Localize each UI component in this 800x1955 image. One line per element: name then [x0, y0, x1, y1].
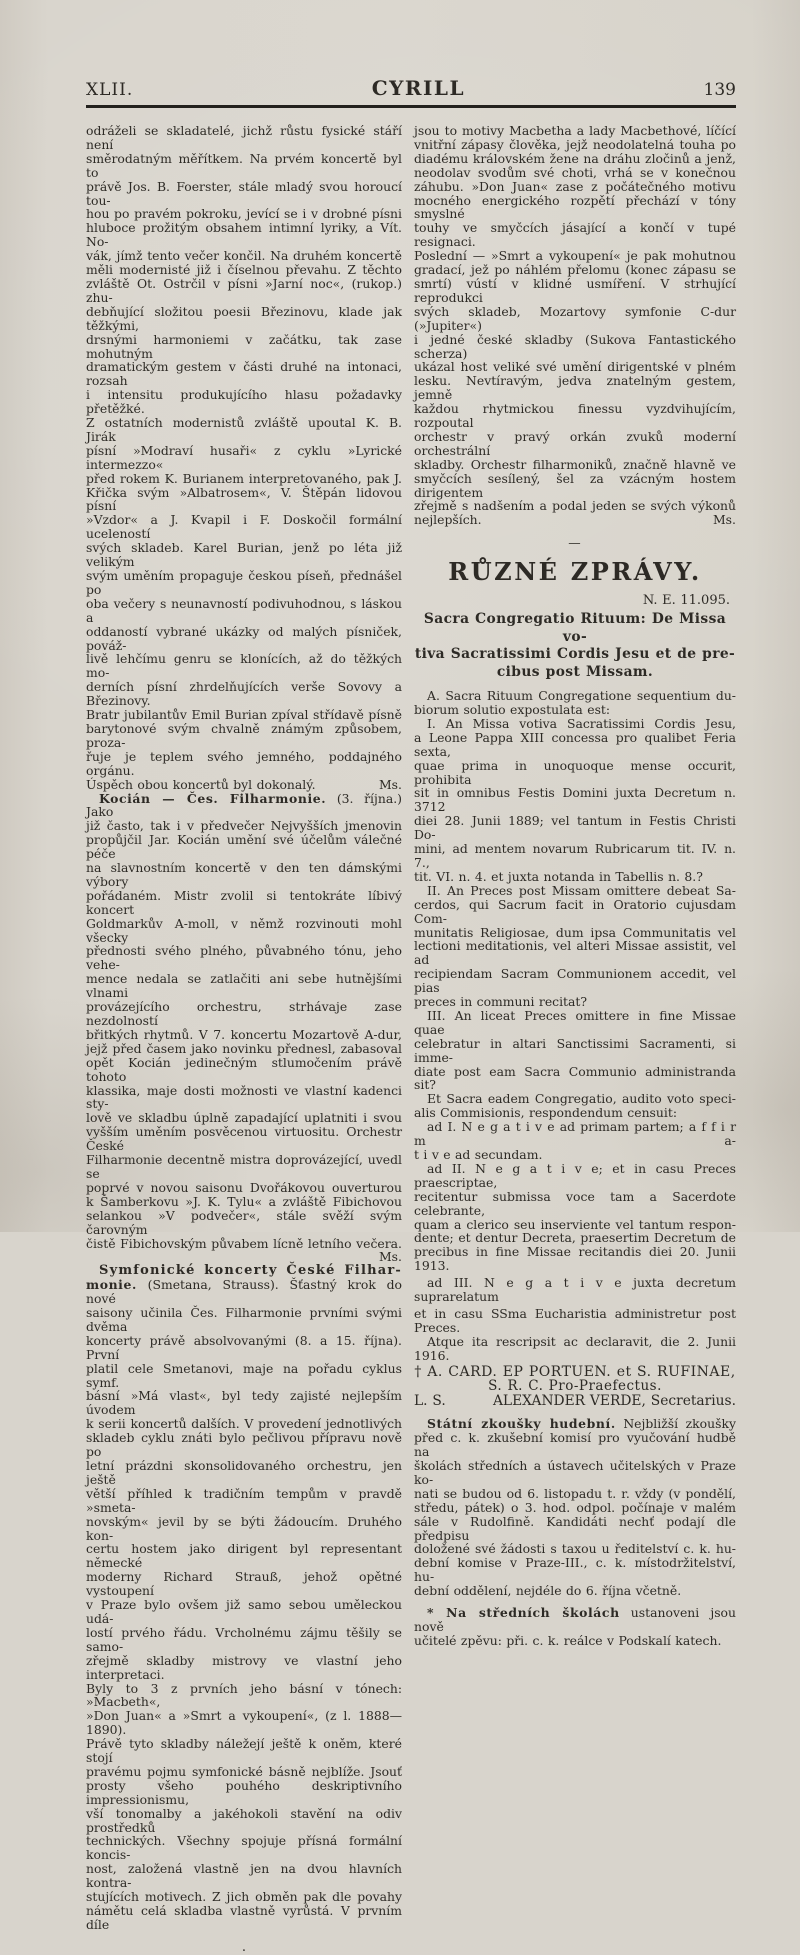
- text-line: ad II. N e g a t i v e; et in casu Preces praescriptae,: [414, 1160, 736, 1190]
- text-line: Ms.: [379, 1249, 402, 1265]
- text-line: pořádaném. Mistr zvolil si tentokráte líbivý koncert: [86, 887, 402, 917]
- text-line: svým uměním propaguje českou píseň, přednášel po: [86, 568, 402, 597]
- text-line: lesku. Nevtíravým, jedva znatelným gestem, jemně: [414, 373, 736, 403]
- text-line: drsnými harmoniemi v začátku, tak zase mohutným: [86, 331, 402, 361]
- text-line: směrodatným měřítkem. Na prvém koncertě byl to: [86, 150, 402, 180]
- text-line: každou rhytmickou finessu vyzdvihujícím, rozpoutal: [414, 401, 736, 431]
- right-column: [414, 124, 736, 1955]
- text-line: lově ve skladbu úplně zapadající uplatniti i svou: [86, 1110, 402, 1126]
- text-line: barytonové svým chvalně známým způsobem, proza-: [86, 720, 402, 750]
- text-line: klassika, maje dosti možnosti ve vlastní kadenci sty-: [86, 1082, 402, 1112]
- text-line: lostí prvého řádu. Vrcholnému zájmu těšily se samo-: [86, 1624, 402, 1654]
- text-line: břitkých rhytmů. V 7. koncertu Mozartově A-dur,: [86, 1026, 402, 1042]
- text-line: novským« jevil by se býti žádoucím. Druhého kon-: [86, 1513, 402, 1543]
- text-line: monie. (Smetana, Strauss). Šťastný krok do nové: [86, 1277, 402, 1307]
- text-line: prosty všeho pouhého deskriptivního impressionismu,: [86, 1777, 402, 1807]
- text-line: munitatis Religiosae, dum ipsa Communitatis vel: [414, 924, 736, 940]
- text-line: letní prázdni skonsolidovaného orchestru, jen ještě: [86, 1458, 402, 1487]
- text-line: Bratr jubilantův Emil Burian zpíval střídavě písně: [86, 707, 402, 723]
- signature-title: S. R. C. Pro-Praefectus.: [488, 1377, 662, 1394]
- text-line: II. An Preces post Missam omittere debeat Sa-: [427, 882, 736, 898]
- text-line: písní »Modraví husaři« z cyklu »Lyrické intermezzo«: [86, 442, 402, 472]
- text-line: I. An Missa votiva Sacratissimi Cordis Jesu,: [427, 715, 736, 731]
- text-line: Goldmarkův A-moll, v němž rozvinouti mohl všecky: [86, 915, 402, 945]
- text-line: diate post eam Sacra Communio administranda sit?: [414, 1063, 736, 1093]
- text-line: i jedné české skladby (Sukova Fantastického scherza): [414, 331, 736, 361]
- text-line: koncerty právě absolvovanými (8. a 15. října). První: [86, 1332, 402, 1362]
- text-line: zřejmě skladby mistrovy ve vlastní jeho interpretaci.: [86, 1652, 402, 1682]
- text-line: odráželi se skladatelé, jichž růstu fysické stáří není: [86, 123, 402, 152]
- text-line: touhy ve smyčcích jásající a končí v tupé resignaci.: [414, 220, 736, 250]
- text-line: dební komise v Praze-III., c. k. místodržitelství, hu-: [414, 1555, 736, 1585]
- text-line: alis Commisionis, respondendum censuit:: [414, 1105, 678, 1121]
- text-line: vyšším uměním posvěcenou virtuositu. Orchestr České: [86, 1124, 402, 1154]
- text-line: na slavnostním koncertě v den ten dámskými výbory: [86, 860, 402, 889]
- text-line: tit. VI. n. 4. et juxta notanda in Tabellis n. 8.?: [414, 868, 703, 884]
- page-mark: .: [241, 1939, 247, 1955]
- text-line: Státní zkoušky hudební. Nejbližší zkoušky: [427, 1416, 736, 1432]
- text-line: zřejmě s nadšením a podal jeden se svých výkonů: [414, 498, 736, 514]
- text-line: Z ostatních modernistů zvláště upoutal K. B. Jirák: [86, 415, 402, 444]
- decree-heading: Sacra Congregatio Rituum: De Missa vo-: [423, 611, 727, 645]
- text-line: v Praze bylo ovšem již samo sebou uměleckou udá-: [86, 1597, 402, 1626]
- text-line: svých skladeb. Karel Burian, jenž po léta již velikým: [86, 540, 402, 570]
- text-line: skladeb cyklu znáti bylo pečlivou přípravu nově po: [86, 1430, 402, 1460]
- text-line: dební oddělení, nejdéle do 6. října včetně.: [414, 1583, 682, 1599]
- text-line: čistě Fibichovským půvabem lícně letního večera.: [86, 1235, 402, 1251]
- decree-heading: tiva Sacratissimi Cordis Jesu et de pre-: [414, 646, 736, 663]
- text-line: větší příhled k tradičním tempům v pravdě »smeta-: [86, 1485, 402, 1515]
- text-line: neodolav svodům své choti, vrhá se v konečnou: [414, 164, 736, 180]
- text-line: vší tonomalby a jakéhokoli stavění na odiv prostředků: [86, 1805, 402, 1835]
- text-line: Byly to 3 z prvních jeho básní v tónech: »Macbeth«,: [86, 1680, 402, 1710]
- text-line: oddaností vybrané ukázky od malých písniček, pováž-: [86, 623, 402, 653]
- article-heading: Symfonické koncerty České Filhar-: [99, 1263, 402, 1279]
- text-line: sit in omnibus Festis Domini juxta Decretum n. 3712: [414, 785, 736, 815]
- section-title: RŮZNÉ ZPRÁVY.: [448, 557, 702, 587]
- text-line: III. An liceat Preces omittere in fine Missae quae: [414, 1007, 736, 1037]
- text-line: derních písní zhrdelňujících verše Sovovy a Březinovy.: [86, 679, 402, 709]
- text-line: quam a clerico seu inserviente vel tantum respon-: [414, 1216, 736, 1232]
- text-line: saisony učinila Čes. Filharmonie prvními svými dvěma: [86, 1305, 402, 1334]
- text-line: Et Sacra eadem Congregatio, audito voto speci-: [427, 1091, 736, 1107]
- text-line: hou po pravém pokroku, jevící se i v drobné písni: [86, 206, 402, 222]
- text-line: učitelé zpěvu: při. c. k. reálce v Podskalí katech.: [414, 1632, 722, 1648]
- text-line: celebratur in altari Sanctissimi Sacramenti, si imme-: [414, 1035, 736, 1065]
- text-line: zvláště Ot. Ostrčil v písni »Jarní noc«, (rukop.) zhu-: [86, 275, 402, 305]
- text-line: dramatickým gestem v části druhé na intonaci, rozsah: [86, 359, 402, 389]
- page-header: [86, 76, 736, 108]
- text-line: a Leone Pappa XIII concessa pro qualibet Feria sexta,: [414, 729, 736, 759]
- text-line: jsou to motivy Macbetha a lady Macbethové, líčící: [414, 123, 736, 138]
- decree-number: N. E. 11.095.: [642, 593, 730, 609]
- text-line: řuje je teplem svého jemného, poddajného orgánu.: [86, 748, 402, 778]
- text-line: nejlepších. Ms.: [414, 512, 736, 528]
- text-line: svých skladeb, Mozartovy symfonie C-dur (»Jupiter«): [414, 303, 736, 333]
- text-line: doložené své žádosti s taxou u ředitelství c. k. hu-: [414, 1541, 736, 1557]
- left-column: [86, 124, 402, 1955]
- text-line: ad I. N e g a t i v e ad primam partem; a f f i r m a-: [414, 1119, 736, 1149]
- text-line: Kocián — Čes. Filharmonie. (3. října.) Jako: [86, 790, 402, 820]
- text-line: et in casu SSma Eucharistia administretur post Preces.: [414, 1305, 736, 1335]
- text-line: moderny Richard Strauß, jehož opětné vystoupení: [86, 1569, 402, 1599]
- text-line: básní »Má vlast«, byl tedy zajisté nejlepším úvodem: [86, 1388, 402, 1418]
- text-line: livě lehčímu genru se klonících, až do těžkých mo-: [86, 651, 402, 681]
- text-line: ukázal host veliké své umění dirigentské v plném: [414, 359, 736, 375]
- text-line: i intensitu produkujícího hlasu požadavky přetěžké.: [86, 387, 402, 417]
- text-line: Atque ita rescripsit ac declaravit, die 2. Junii 1916.: [414, 1333, 736, 1363]
- text-line: Právě tyto skladby náležejí ještě k oněm, které stojí: [86, 1736, 402, 1766]
- text-line: diei 28. Junii 1889; vel tantum in Festis Christi Do-: [414, 813, 736, 843]
- signature: † A. CARD. EP PORTUEN. et S. RUFINAE,: [414, 1363, 736, 1380]
- text-line: Úspěch obou koncertů byl dokonalý. Ms.: [86, 776, 402, 792]
- text-line: lectioni meditationis, vel alteri Missae assistit, vel ad: [414, 938, 736, 968]
- section-divider: —: [568, 535, 582, 551]
- text-line: preces in communi recitat?: [414, 994, 588, 1010]
- text-line: recitentur submissa voce tam a Sacerdote celebrante,: [414, 1188, 736, 1218]
- text-line: »Vzdor« a J. Kvapil i F. Doskočil formální uceleností: [86, 512, 402, 542]
- text-columns: [86, 124, 736, 1955]
- text-line: recipiendam Sacram Communionem accedit, vel pias: [414, 966, 736, 996]
- text-line: nati se budou od 6. listopadu t. r. vždy (v pondělí,: [414, 1485, 736, 1501]
- text-line: A. Sacra Rituum Congregatione sequentium du-: [427, 688, 736, 704]
- text-line: provázejícího orchestru, strhávaje zase nezdolností: [86, 999, 402, 1028]
- text-line: přednosti svého plného, půvabného tónu, jeho vehe-: [86, 943, 402, 973]
- signature-secretary: L. S. ALEXANDER VERDE, Secretarius.: [414, 1393, 736, 1410]
- text-line: »Don Juan« a »Smrt a vykoupení«, (z l. 1888—1890).: [86, 1708, 402, 1738]
- text-line: vnitřní zápasy člověka, jejž neodolatelná touha po: [414, 136, 736, 152]
- journal-title: CYRILL: [371, 76, 466, 100]
- text-line: záhubu. »Don Juan« zase z počátečného motivu: [414, 178, 736, 194]
- text-line: námětu celá skladba vlastně vyrůstá. V prvním díle: [86, 1903, 402, 1932]
- text-line: skladby. Orchestr filharmoniků, značně hlavně ve: [414, 456, 736, 472]
- text-line: stujících motivech. Z jich obměn pak dle povahy: [86, 1889, 402, 1905]
- text-line: měli modernisté již i číselnou převahu. Z těchto: [86, 262, 402, 278]
- decree-heading: cibus post Missam.: [496, 663, 654, 680]
- text-line: certu hostem jako dirigent byl representant německé: [86, 1541, 402, 1571]
- text-line: Filharmonie decentně mistra doprovázející, uvedl se: [86, 1152, 402, 1181]
- volume-number: XLII.: [86, 80, 134, 100]
- text-line: poprvé v novou saisonu Dvořákovou ouverturou: [86, 1179, 402, 1195]
- text-line: diadému královském žene na dráhu zločinů a jenž,: [414, 150, 736, 166]
- text-line: ad III. N e g a t i v e juxta decretum suprarelatum: [414, 1275, 736, 1305]
- text-line: jejž před časem jako novinku přednesl, zabasoval: [86, 1040, 402, 1056]
- text-line: před c. k. zkušební komisí pro vyučování hudbě na: [414, 1430, 736, 1460]
- text-line: dente; et dentur Decreta, praesertim Decretum de: [414, 1230, 736, 1246]
- text-line: již často, tak i v předvečer Nejvyšších jmenovin: [86, 818, 402, 834]
- text-line: technických. Všechny spojuje přísná formální koncis-: [86, 1833, 402, 1863]
- text-line: mini, ad mentem novarum Rubricarum tit. IV. n. 7.,: [414, 841, 736, 870]
- text-line: opět Kocián jedinečným stlumočením právě tohoto: [86, 1054, 402, 1084]
- text-line: biorum solutio expostulata est:: [414, 702, 611, 717]
- text-line: cerdos, qui Sacrum facit in Oratorio cujusdam Com-: [414, 896, 736, 926]
- text-line: precibus in fine Missae recitandis diei 20. Junii 1913.: [414, 1244, 736, 1274]
- text-line: selankou »V podvečer«, stále svěží svým čarovným: [86, 1207, 402, 1237]
- text-line: debňující složitou poesii Březinovu, klade jak těžkými,: [86, 303, 402, 333]
- text-line: právě Jos. B. Foerster, stále mladý svou horoucí tou-: [86, 178, 402, 208]
- text-line: k serii koncertů dalších. V provedení jednotlivých: [86, 1416, 402, 1432]
- text-line: před rokem K. Burianem interpretovaného, pak J.: [86, 470, 402, 486]
- text-line: smyčcích sesílený, šel za vzácným hostem dirigentem: [414, 470, 736, 500]
- text-line: mocného energického rozpětí přechází v tóny smyslné: [414, 192, 736, 222]
- text-line: oba večery s neunavností podivuhodnou, s láskou a: [86, 595, 402, 625]
- text-line: orchestr v pravý orkán zvuků moderní orchestrální: [414, 428, 736, 458]
- text-line: t i v e ad secundam.: [414, 1147, 543, 1162]
- text-line: středu, pátek) o 3. hod. odpol. počínaje v malém: [414, 1499, 736, 1515]
- text-line: platil cele Smetanovi, maje na pořadu cyklus symf.: [86, 1360, 402, 1390]
- page-number: 139: [703, 80, 736, 100]
- text-line: smrtí) vústí v klidné usmíření. V strhující reprodukci: [414, 275, 736, 305]
- text-line: quae prima in unoquoque mense occurit, prohibita: [414, 757, 736, 787]
- text-line: propůjčil Jar. Kocián umění své účelům válečné péče: [86, 832, 402, 862]
- text-line: hluboce prožitým obsahem intimní lyriky, a Vít. No-: [86, 220, 402, 250]
- text-line: školách středních a ústavech učitelských v Praze ko-: [414, 1458, 736, 1487]
- text-line: nost, založená vlastně jen na dvou hlavních kontra-: [86, 1861, 402, 1891]
- text-line: Poslední — »Smrt a vykoupení« je pak mohutnou: [414, 248, 736, 264]
- text-line: mence nedala se zatlačiti ani sebe hutnějšími vlnami: [86, 971, 402, 1001]
- text-line: sále v Rudolfině. Kandidáti nechť podají dle předpisu: [414, 1513, 736, 1543]
- text-line: vák, jímž tento večer končil. Na druhém koncertě: [86, 248, 402, 264]
- text-line: * Na středních školách ustanoveni jsou nově: [414, 1605, 736, 1634]
- text-line: gradací, jež po náhlém přelomu (konec zápasu se: [414, 262, 736, 278]
- text-line: Křička svým »Albatrosem«, V. Štěpán lidovou písní: [86, 484, 402, 514]
- text-line: pravému pojmu symfonické básně nejblíže. Jsouť: [86, 1763, 402, 1779]
- text-line: k Šamberkovu »J. K. Tylu« a zvláště Fibichovou: [86, 1193, 402, 1209]
